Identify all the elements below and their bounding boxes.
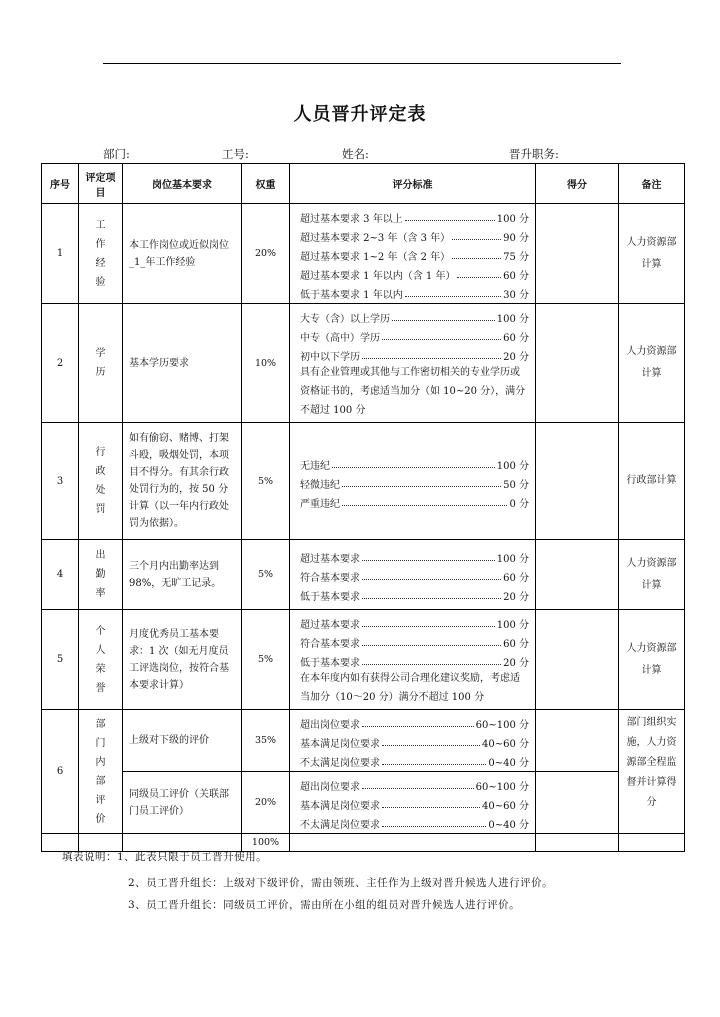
leader-dots [362,598,501,599]
standard-line [300,206,529,225]
fill-instruction-note: 2、员工晋升组长：上级对下级评价，需由领班、主任作为上级对晋升候选人进行评价。 [128,877,554,889]
standard-line [300,453,529,472]
standard-points: 100 分 [496,620,529,631]
standard-line [300,731,529,750]
standard-condition: 不太满足岗位要求 [300,758,380,769]
basic-requirement: 月度优秀员工基本要求：1 次（如无月度员工评选岗位，按符合基本要求计算） [123,610,242,710]
standard-condition: 超过基本要求 [300,620,360,631]
remark: 行政部计算 [619,423,685,540]
basic-requirement: 同级员工评价（关联部门员工评价） [123,772,242,834]
leader-dots [362,664,501,665]
leader-dots [362,788,474,789]
standard-condition: 低于基本要求 [300,592,360,603]
standard-cell [290,540,536,610]
standard-line [300,565,529,584]
col-header-weight: 权重 [242,164,290,204]
standard-extra-note: 具有企业管理或其他与工作密切相关的专业学历或资格证书的，考虑适当加分（如 10~20 分），满分不超过 100 分 [300,367,526,416]
table-row [42,540,685,610]
leader-dots [452,239,501,240]
score-cell [536,304,619,423]
standard-points: 75 分 [503,252,529,263]
header-rule [103,63,621,64]
table-row [42,610,685,710]
standard-line [300,650,529,669]
weight: 5% [242,540,290,610]
leader-dots [362,726,474,727]
standard-condition: 超过基本要求 3 年以上 [300,214,403,225]
leader-dots [362,560,495,561]
standard-line [300,631,529,650]
standard-line [300,793,529,812]
row-number: 1 [42,204,79,304]
standard-points: 60 分 [503,333,529,344]
standard-points: 0~40 分 [488,820,529,831]
standard-points: 20 分 [503,352,529,363]
standard-condition: 中专（高中）学历 [300,333,380,344]
standard-points: 60 分 [503,271,529,282]
leader-dots [405,220,495,221]
standard-line [300,325,529,344]
standard-cell [290,710,536,772]
standard-cell [290,772,536,834]
standard-condition: 基本满足岗位要求 [300,801,380,812]
standard-condition: 低于基本要求 [300,658,360,669]
weight: 10% [242,304,290,423]
leader-dots [362,579,501,580]
standard-line [300,472,529,491]
eval-item: 学历 [79,304,123,423]
table-row [42,710,685,772]
standard-condition: 低于基本要求 1 年以内 [300,290,403,301]
table-row [42,304,685,423]
standard-line [300,491,529,510]
leader-dots [382,764,486,765]
empty-cell [619,834,685,852]
standard-condition: 超过基本要求 [300,554,360,565]
standard-line [300,750,529,769]
eval-item: 部门内部评价 [79,710,123,834]
standard-points: 60 分 [503,573,529,584]
header-row [42,164,685,204]
page-title: 人员晋升评定表 [293,104,427,125]
table-row [42,204,685,304]
standard-line [300,612,529,631]
standard-condition: 初中以下学历 [300,352,360,363]
standard-line [300,263,529,282]
standard-line [300,306,529,325]
leader-dots [342,486,501,487]
standard-condition: 轻微违纪 [300,479,340,491]
leader-dots [362,358,501,359]
remark: 人力资源部计算 [619,204,685,304]
weight: 20% [242,204,290,304]
standard-points: 100 分 [496,314,529,325]
standard-condition: 大专（含）以上学历 [300,314,390,325]
standard-condition: 超过基本要求 1~2 年（含 2 年） [300,252,451,263]
score-cell [536,204,619,304]
standard-line [300,225,529,244]
standard-points: 100 分 [496,460,529,472]
position-label: 晋升职务: [509,147,559,161]
standard-points: 0~40 分 [488,758,529,769]
standard-points: 40~60 分 [481,739,529,750]
col-header-remark: 备注 [619,164,685,204]
standard-cell [290,423,536,540]
eval-item: 工作经验 [79,204,123,304]
score-cell [536,610,619,710]
standard-condition: 无违纪 [300,460,330,472]
score-cell [536,540,619,610]
leader-dots [382,826,486,827]
row-number: 6 [42,710,79,834]
remark: 人力资源部计算 [619,304,685,423]
table-row [42,423,685,540]
fill-instruction-note: 3、员工晋升组长：同级员工评价，需由所在小组的组员对晋升候选人进行评价。 [128,899,521,911]
standard-condition: 超过基本要求 2~3 年（含 3 年） [300,233,451,244]
standard-points: 50 分 [503,479,529,491]
standard-points: 60~100 分 [475,720,529,731]
standard-condition: 超过基本要求 1 年以内（含 1 年） [300,271,456,282]
standard-points: 40~60 分 [481,801,529,812]
row-number: 2 [42,304,79,423]
standard-line [300,774,529,793]
weight: 35% [242,710,290,772]
weight: 5% [242,610,290,710]
dept-label: 部门: [103,147,130,161]
standard-line [300,812,529,831]
col-header-standard: 评分标准 [290,164,536,204]
row-number: 4 [42,540,79,610]
leader-dots [392,320,495,321]
standard-cell [290,204,536,304]
remark: 人力资源部计算 [619,610,685,710]
standard-line [300,344,529,363]
standard-condition: 超出岗位要求 [300,782,360,793]
leader-dots [382,745,480,746]
leader-dots [457,277,501,278]
leader-dots [332,467,495,468]
col-header-req: 岗位基本要求 [123,164,242,204]
basic-requirement: 基本学历要求 [123,304,242,423]
col-header-no: 序号 [42,164,79,204]
standard-points: 100 分 [496,554,529,565]
score-cell [536,710,619,772]
leader-dots [382,339,501,340]
remark: 人力资源部计算 [619,540,685,610]
leader-dots [452,258,501,259]
basic-requirement: 如有偷窃、赌博、打架斗殴，吸烟处罚，本项目不得分。有其余行政处罚行为的，按 50 分计算（以一年内行政处罚为依据）。 [123,423,242,540]
col-header-item: 评定项目 [79,164,123,204]
emp-no-label: 工号: [222,147,249,161]
standard-extra-note: 在本年度内如有获得公司合理化建议奖励，考虑适当加分（10～20 分）满分不超过 100 分 [300,673,520,703]
standard-points: 60~100 分 [475,782,529,793]
leader-dots [405,296,501,297]
empty-cell [290,834,536,852]
standard-condition: 超出岗位要求 [300,720,360,731]
table-row [42,772,685,834]
fill-instruction-note: 填表说明：1、此表只限于员工晋升使用。 [62,851,268,863]
standard-points: 30 分 [503,290,529,301]
basic-requirement: 三个月内出勤率达到 98%，无旷工记录。 [123,540,242,610]
row-number: 3 [42,423,79,540]
leader-dots [382,807,480,808]
standard-points: 90 分 [503,233,529,244]
leader-dots [342,505,507,506]
score-cell [536,772,619,834]
standard-line [300,282,529,301]
remark: 部门组织实施，人力资源部全程监督并计算得分 [619,710,685,834]
standard-condition: 符合基本要求 [300,639,360,650]
standard-condition: 不太满足岗位要求 [300,820,380,831]
row-number: 5 [42,610,79,710]
col-header-score: 得分 [536,164,619,204]
standard-line [300,712,529,731]
score-cell [536,423,619,540]
basic-requirement: 本工作岗位或近似岗位_1_年工作经验 [123,204,242,304]
weight: 20% [242,772,290,834]
standard-cell [290,304,536,423]
standard-line [300,546,529,565]
evaluation-table [41,163,685,852]
standard-line [300,584,529,603]
eval-item: 出勤率 [79,540,123,610]
weight: 5% [242,423,290,540]
basic-requirement: 上级对下级的评价 [123,710,242,772]
standard-points: 0 分 [509,498,529,510]
standard-line [300,244,529,263]
total-weight: 100% [242,834,290,852]
standard-cell [290,610,536,710]
standard-points: 100 分 [496,214,529,225]
standard-points: 20 分 [503,658,529,669]
standard-condition: 符合基本要求 [300,573,360,584]
leader-dots [362,626,495,627]
eval-item: 行政处罚 [79,423,123,540]
eval-item: 个人荣誉 [79,610,123,710]
name-label: 姓名: [342,147,369,161]
standard-condition: 严重违纪 [300,498,340,510]
empty-cell [536,834,619,852]
standard-points: 60 分 [503,639,529,650]
leader-dots [362,645,501,646]
standard-condition: 基本满足岗位要求 [300,739,380,750]
standard-points: 20 分 [503,592,529,603]
